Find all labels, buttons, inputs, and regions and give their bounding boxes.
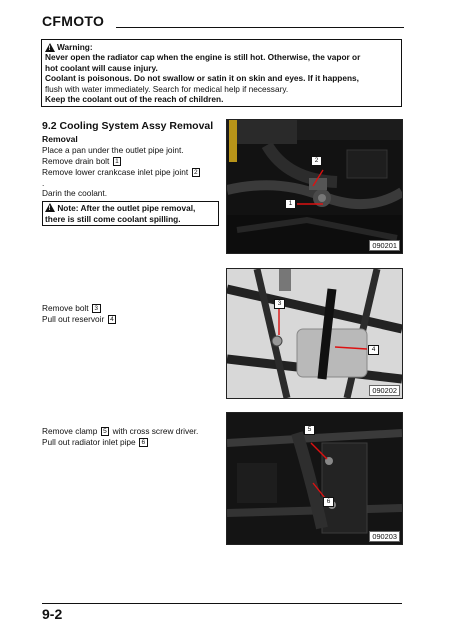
- section-subtitle: Removal: [42, 134, 78, 144]
- warning-box: [41, 39, 402, 107]
- warning-line-1: Never open the radiator cap when the engine is still hot. Otherwise, the vapor or: [45, 52, 361, 63]
- figure-callout-2: 2: [311, 156, 322, 166]
- figure-id: 090202: [369, 385, 400, 396]
- note-triangle-icon: [45, 203, 55, 212]
- note-line-2: there is still come coolant spilling.: [45, 213, 181, 224]
- step-3-text: Remove lower crankcase inlet pipe joint: [42, 167, 189, 177]
- warning-line-5: Keep the coolant out of the reach of children.: [45, 94, 224, 105]
- figure-callout-3: 3: [274, 299, 285, 309]
- step-8: [42, 437, 149, 448]
- reservoir-photo: [227, 269, 402, 398]
- step-8-text: Pull out radiator inlet pipe: [42, 437, 136, 447]
- figure-090203: [226, 412, 403, 545]
- step-6: [42, 314, 117, 325]
- figure-090202: [226, 268, 403, 399]
- page-number: 9-2: [42, 606, 63, 622]
- footer-rule: [42, 603, 402, 604]
- callout-ref-5: 5: [101, 427, 110, 436]
- step-7-tail: with cross screw driver.: [112, 426, 199, 436]
- section-title: 9.2 Cooling System Assy Removal: [42, 120, 214, 132]
- step-7-text: Remove clamp: [42, 426, 98, 436]
- figure-id: 090203: [369, 531, 400, 542]
- warning-line-2: hot coolant will cause injury.: [45, 62, 158, 73]
- step-6-text: Pull out reservoir: [42, 314, 105, 324]
- step-5: [42, 303, 102, 314]
- warning-line-4: flush with water immediately. Search for medical help if necessary.: [45, 83, 289, 94]
- note-line-1: [45, 203, 216, 214]
- figure-callout-1: 1: [285, 199, 296, 209]
- figure-callout-6: 6: [323, 497, 334, 507]
- figure-id: 090201: [369, 240, 400, 251]
- warning-title: Warning:: [57, 42, 93, 52]
- step-5-text: Remove bolt: [42, 303, 89, 313]
- figure-callout-5: 5: [304, 425, 315, 435]
- callout-ref-4: 4: [108, 315, 117, 324]
- header-rule: [116, 27, 404, 28]
- figure-callout-4: 4: [368, 345, 379, 355]
- callout-ref-2: 2: [192, 168, 201, 177]
- callout-ref-1: 1: [113, 157, 122, 166]
- step-2: [42, 156, 122, 167]
- note-line-1-text: After the outlet pipe removal,: [80, 203, 196, 213]
- warning-triangle-icon: [45, 43, 55, 52]
- warning-line-3: Coolant is poisonous. Do not swallow or satin it on skin and eyes. If it happens,: [45, 73, 359, 84]
- step-3-tail: .: [42, 178, 45, 188]
- warning-title-row: [45, 42, 398, 52]
- callout-ref-6: 6: [139, 438, 148, 447]
- figure-090201: [226, 119, 403, 254]
- note-title: Note:: [57, 203, 79, 213]
- callout-ref-3: 3: [92, 304, 101, 313]
- engine-drain-photo: [227, 120, 402, 253]
- step-3: [42, 167, 201, 178]
- step-2-text: Remove drain bolt: [42, 156, 110, 166]
- step-1: Place a pan under the outlet pipe joint.: [42, 145, 184, 155]
- note-box: [42, 201, 219, 226]
- brand-logo-text: CFMOTO: [42, 13, 105, 29]
- step-7: [42, 426, 198, 437]
- step-4: Darin the coolant.: [42, 188, 108, 198]
